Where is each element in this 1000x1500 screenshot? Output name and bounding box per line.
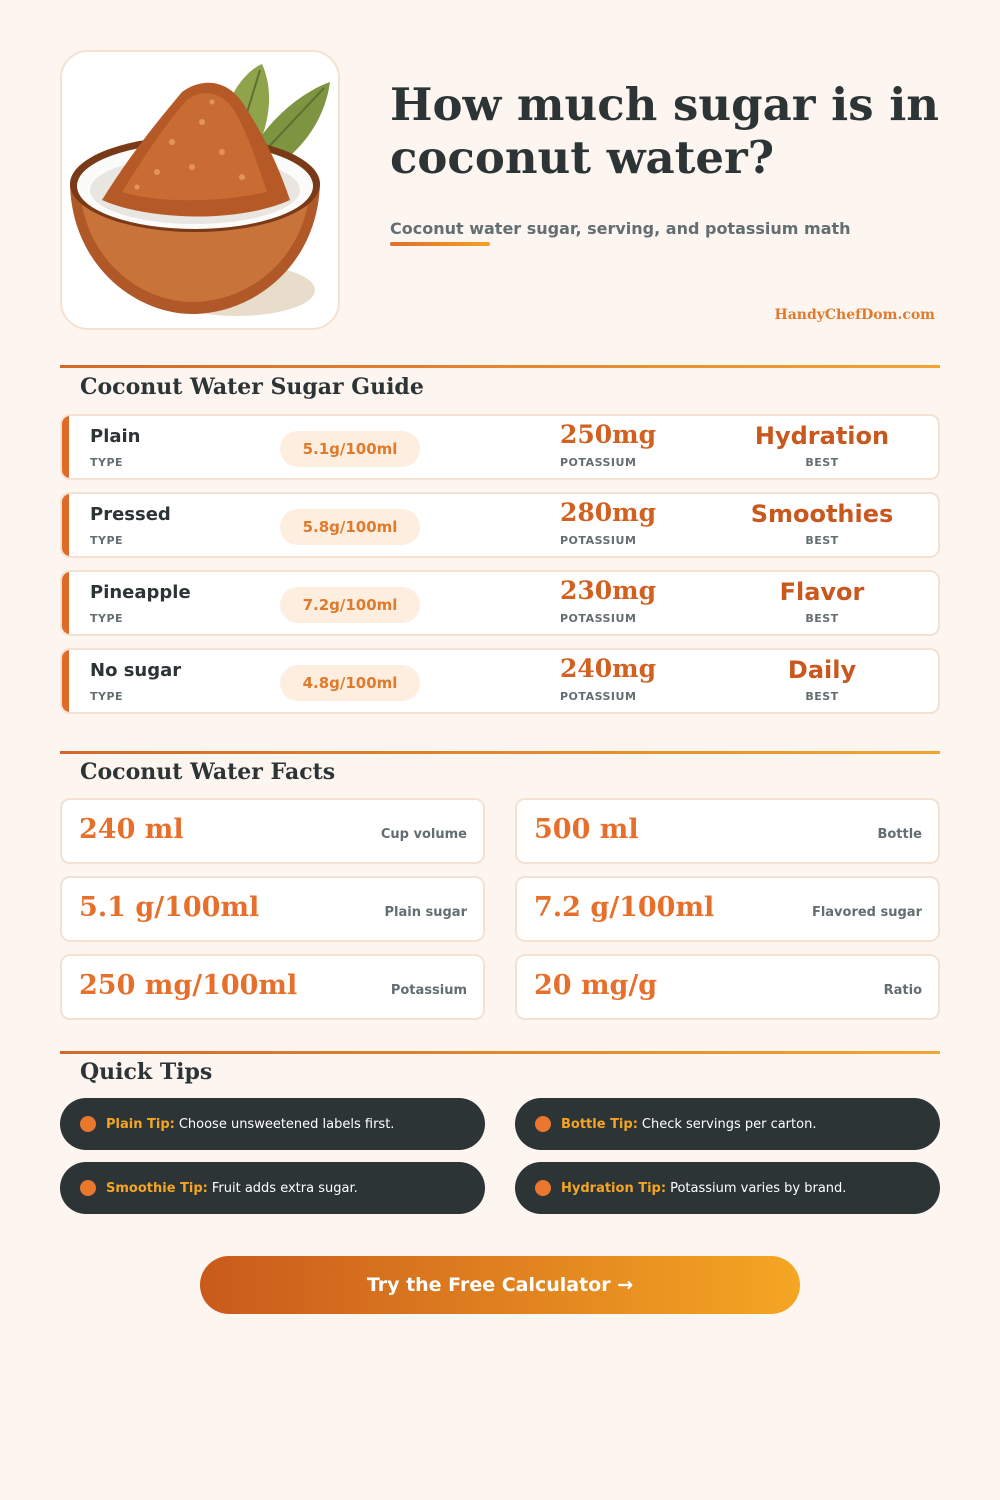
fact-value: 250 mg/100ml: [79, 970, 298, 1001]
tip-text: Potassium varies by brand.: [670, 1180, 847, 1196]
potassium-value: 280mg: [560, 498, 657, 527]
fact-value: 5.1 g/100ml: [79, 892, 260, 923]
fact-value: 500 ml: [534, 814, 639, 845]
guide-row-pressed: [60, 492, 940, 558]
row-accent: [62, 494, 69, 556]
fact-label: Bottle: [877, 827, 922, 842]
sugar-pill: 5.1g/100ml: [280, 431, 420, 467]
fact-card: [60, 798, 485, 864]
bullet-dot-icon: [80, 1180, 96, 1196]
best-label: BEST: [805, 456, 839, 469]
tip-card: [515, 1162, 940, 1214]
fact-card: [515, 876, 940, 942]
section-divider: [60, 751, 940, 754]
subtitle-underline: [390, 242, 490, 246]
guide-row-plain: [60, 414, 940, 480]
fact-card: [515, 798, 940, 864]
fact-value: 7.2 g/100ml: [534, 892, 715, 923]
tip-card: [515, 1098, 940, 1150]
fact-value: 20 mg/g: [534, 970, 658, 1001]
sugar-pill: 5.8g/100ml: [280, 509, 420, 545]
type-label: TYPE: [90, 612, 124, 625]
page-title: How much sugar is in coconut water?: [390, 78, 940, 184]
bullet-dot-icon: [80, 1116, 96, 1132]
potassium-label: POTASSIUM: [560, 534, 637, 547]
fact-label: Cup volume: [380, 827, 467, 842]
guide-type: Plain: [90, 426, 141, 447]
fact-value: 240 ml: [79, 814, 184, 845]
guide-section-title: Coconut Water Sugar Guide: [80, 374, 424, 400]
best-label: BEST: [805, 534, 839, 547]
best-value: Daily: [787, 656, 857, 684]
section-divider: [60, 365, 940, 368]
fact-label: Potassium: [390, 983, 467, 998]
tip-label: Hydration Tip:: [561, 1180, 667, 1196]
bullet-dot-icon: [535, 1116, 551, 1132]
fact-label: Ratio: [883, 983, 922, 998]
guide-type: No sugar: [90, 660, 182, 681]
coconut-bowl-icon: [62, 52, 340, 330]
page-subtitle: Coconut water sugar, serving, and potassium math: [390, 219, 851, 238]
fact-card: [515, 954, 940, 1020]
best-label: BEST: [805, 690, 839, 703]
guide-row-no-sugar: [60, 648, 940, 714]
fact-card: [60, 876, 485, 942]
tip-text: Fruit adds extra sugar.: [211, 1180, 358, 1196]
tip-text: Check servings per carton.: [641, 1116, 817, 1132]
tips-section-title: Quick Tips: [80, 1059, 213, 1085]
tip-label: Bottle Tip:: [561, 1116, 638, 1132]
potassium-label: POTASSIUM: [560, 456, 637, 469]
fact-label: Flavored sugar: [811, 905, 922, 920]
fact-label: Plain sugar: [384, 905, 467, 920]
tip-label: Smoothie Tip:: [106, 1180, 208, 1196]
potassium-label: POTASSIUM: [560, 690, 637, 703]
guide-type: Pressed: [90, 504, 171, 525]
sugar-pill: 4.8g/100ml: [280, 665, 420, 701]
bullet-dot-icon: [535, 1180, 551, 1196]
tip-text: Choose unsweetened labels first.: [178, 1116, 395, 1132]
row-accent: [62, 650, 69, 712]
section-divider: [60, 1051, 940, 1054]
tip-label: Plain Tip:: [106, 1116, 175, 1132]
facts-section-title: Coconut Water Facts: [80, 759, 336, 785]
potassium-label: POTASSIUM: [560, 612, 637, 625]
best-value: Smoothies: [750, 500, 894, 528]
row-accent: [62, 416, 69, 478]
brand-link[interactable]: HandyChefDom.com: [774, 307, 935, 323]
type-label: TYPE: [90, 534, 124, 547]
fact-card: [60, 954, 485, 1020]
best-label: BEST: [805, 612, 839, 625]
row-accent: [62, 572, 69, 634]
type-label: TYPE: [90, 456, 124, 469]
coconut-sugar-image: [60, 50, 340, 330]
potassium-value: 250mg: [560, 420, 657, 449]
guide-type: Pineapple: [90, 582, 191, 603]
guide-row-pineapple: [60, 570, 940, 636]
best-value: Flavor: [779, 578, 865, 606]
sugar-pill: 7.2g/100ml: [280, 587, 420, 623]
type-label: TYPE: [90, 690, 124, 703]
calculator-cta-button[interactable]: Try the Free Calculator →: [200, 1256, 800, 1314]
potassium-value: 230mg: [560, 576, 657, 605]
tip-card: [60, 1162, 485, 1214]
tip-card: [60, 1098, 485, 1150]
best-value: Hydration: [754, 422, 890, 450]
potassium-value: 240mg: [560, 654, 657, 683]
